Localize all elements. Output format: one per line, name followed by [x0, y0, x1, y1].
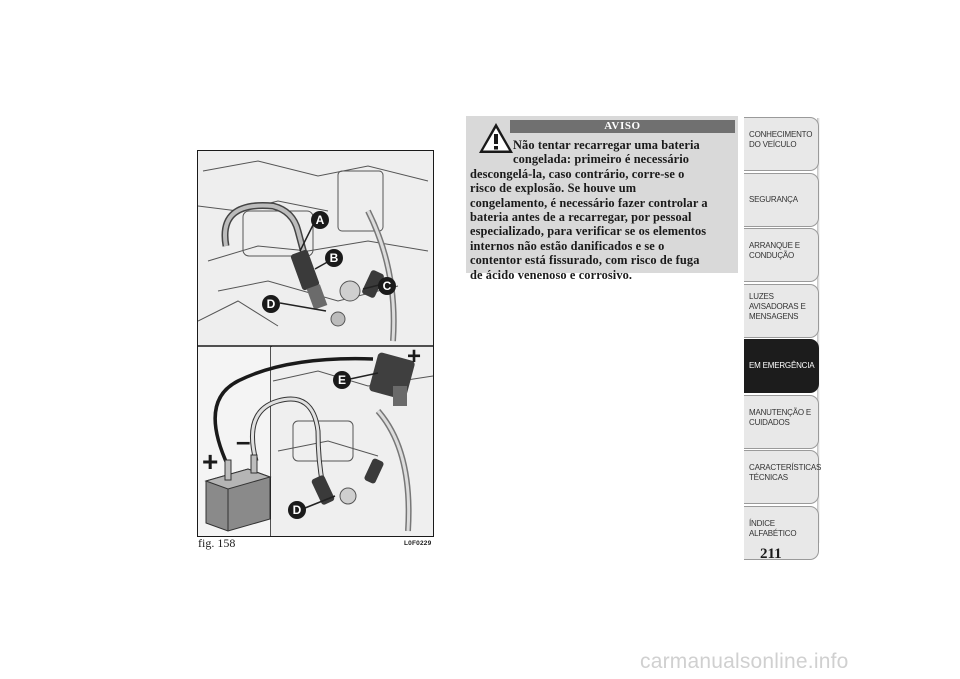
- tab-caracteristicas-tecnicas[interactable]: [744, 450, 822, 504]
- plus-sign-battery: +: [202, 446, 219, 477]
- warning-box: [466, 116, 738, 282]
- figure-code: L0F0229: [404, 540, 432, 547]
- chapter-tabs: [744, 117, 822, 561]
- warning-line: congelamento, é necessário fazer controlar a: [470, 195, 708, 210]
- engine-bay-illustration: [198, 151, 433, 536]
- tab-arranque-e-conducao[interactable]: [744, 228, 819, 282]
- warning-line: descongelá-la, caso contrário, corre-se o: [470, 166, 685, 181]
- figure-caption: fig. 158: [198, 536, 236, 550]
- warning-line: de ácido venenoso e corrosivo.: [470, 267, 633, 282]
- warning-line: congelada: primeiro é necessário: [513, 152, 690, 167]
- tab-label: MANUTENÇÃO E CUIDADOS: [749, 407, 812, 427]
- warning-line: contentor está fissurado, com risco de fuga: [470, 253, 700, 268]
- tab-seguranca[interactable]: [744, 173, 819, 227]
- tab-em-emergencia[interactable]: [744, 339, 819, 393]
- minus-sign-battery: –: [236, 426, 251, 456]
- tab-label: CARACTERÍSTICAS TÉCNICAS: [749, 463, 822, 482]
- warning-line: risco de explosão. Se houve um: [470, 181, 637, 196]
- tab-label: EM EMERGÊNCIA: [749, 361, 815, 370]
- warning-text: [470, 138, 736, 282]
- callout-c: C: [378, 277, 396, 295]
- warning-line: Não tentar recarregar uma bateria: [513, 138, 700, 152]
- page-number: 211: [760, 546, 782, 562]
- watermark: carmanualsonline.info: [640, 650, 849, 673]
- callout-a: A: [311, 211, 329, 229]
- plus-sign-top: +: [407, 343, 422, 370]
- tab-label: LUZES AVISADORAS E MENSAGENS: [749, 291, 806, 321]
- warning-heading: AVISO: [510, 120, 735, 133]
- callout-d-bottom: D: [288, 501, 306, 519]
- warning-line: especializado, para verificar se os elementos: [470, 224, 707, 239]
- tab-conhecimento-do-veiculo[interactable]: [744, 117, 819, 171]
- callout-e: E: [333, 371, 351, 389]
- callout-d-top: D: [262, 295, 280, 313]
- warning-line: internos não estão danificados e se o: [470, 238, 665, 253]
- tab-luzes-avisadoras[interactable]: [744, 284, 819, 338]
- callout-b: B: [325, 249, 343, 267]
- tab-manutencao-e-cuidados[interactable]: [744, 395, 819, 449]
- tab-label: CONHECIMENTO DO VEÍCULO: [749, 130, 813, 149]
- tab-label: ÍNDICE ALFABÉTICO: [749, 518, 797, 538]
- battery-jump-start-figure: [197, 150, 434, 537]
- tab-label: ARRANQUE E CONDUÇÃO: [749, 241, 800, 260]
- warning-line: bateria antes de a recarregar, por pessoal: [470, 210, 692, 225]
- tab-label: SEGURANÇA: [749, 194, 798, 204]
